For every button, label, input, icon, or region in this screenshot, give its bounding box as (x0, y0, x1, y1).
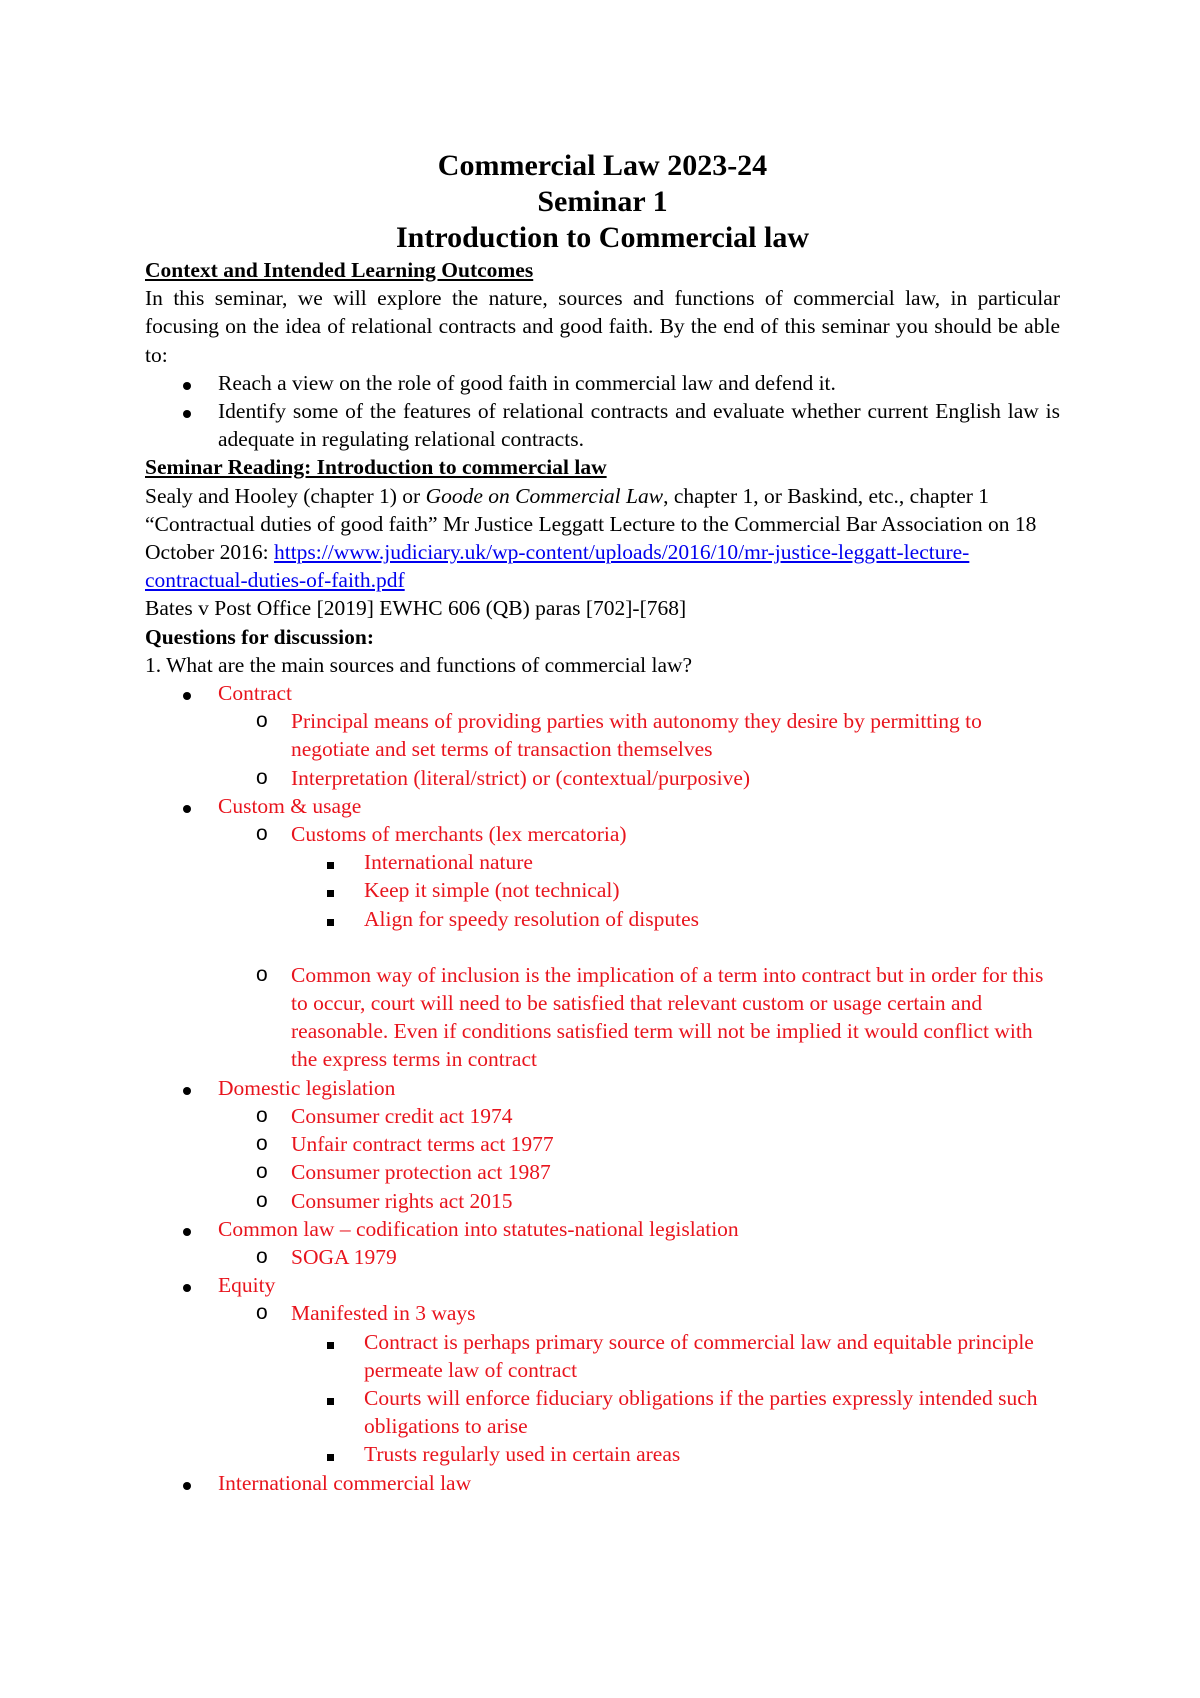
circle-marker: o (256, 962, 268, 986)
note-sub-sub-item: Contract is perhaps primary source of commercial law and equitable principle permeate law of contract (145, 1328, 1060, 1384)
bullet-marker (183, 792, 191, 820)
note-sub-item: o Common way of inclusion is the implication of a term into contract but in order for this to occur, court will need to be satisfied that relevant custom or usage certain and reasonable. Even if conditions satisfied term will not be implied it would conflict with the express terms in contract (256, 962, 1044, 1072)
note-sub-item: o Principal means of providing parties with autonomy they desire by permitting to negotiate and set terms of transaction themselves (256, 709, 982, 762)
note-sub-sub-item: International nature (145, 848, 1060, 876)
reading-ref-2: “Contractual duties of good faith” Mr Justice Leggatt Lecture to the Commercial Bar Association on 18 October 2016: https://www.judiciary.uk/wp-content/uploads/2016/10/mr-justice-leggatt-lecture-contractual-duties-of-faith.pdf (145, 511, 1037, 593)
bullet-marker (183, 397, 191, 425)
questions-heading: Questions for discussion: (145, 624, 374, 649)
circle-marker: o (256, 765, 268, 789)
reading-ref-3: Bates v Post Office [2019] EWHC 606 (QB) paras [702]-[768] (145, 596, 687, 621)
note-sub-item: o Manifested in 3 ways (256, 1301, 476, 1326)
blank-line (145, 933, 1060, 961)
lecture-link[interactable]: https://www.judiciary.uk/wp-content/uploads/2016/10/mr-justice-leggatt-lecture-contractual-duties-of-faith.pdf (145, 540, 970, 593)
note-sub-item: o Interpretation (literal/strict) or (contextual/purposive) (256, 765, 751, 790)
square-marker (327, 905, 334, 933)
outcome-item (145, 369, 1060, 397)
square-marker (327, 1328, 334, 1356)
outcome-text: Identify some of the features of relational contracts and evaluate whether current English law is adequate in regulating relational contracts. (218, 399, 1060, 452)
context-intro: In this seminar, we will explore the nature, sources and functions of commercial law, in particular focusing on the idea of relational contracts and good faith. By the end of this seminar you should be able to: (145, 286, 1060, 367)
circle-marker: o (256, 1160, 268, 1184)
outcome-text: Reach a view on the role of good faith in commercial law and defend it. (218, 370, 836, 395)
note-sub-sub-item: Align for speedy resolution of disputes (145, 905, 1060, 933)
note-sub-sub-item: Courts will enforce fiduciary obligations if the parties expressly intended such obligations to arise (145, 1384, 1060, 1440)
circle-marker: o (256, 709, 268, 733)
square-marker (327, 848, 334, 876)
note-sub-sub-item: Keep it simple (not technical) (145, 876, 1060, 904)
bullet-marker (183, 1074, 191, 1102)
circle-marker: o (256, 1244, 268, 1268)
title-line-3: Introduction to Commercial law (395, 221, 810, 254)
note-sub-sub-item: Trusts regularly used in certain areas (145, 1440, 1060, 1468)
note-common-law: Common law – codification into statutes-national legislation (145, 1215, 1060, 1243)
circle-marker: o (256, 1188, 268, 1212)
bullet-marker (183, 1469, 191, 1497)
bullet-marker (183, 679, 191, 707)
outcome-item (145, 397, 1060, 453)
note-sub-item: o SOGA 1979 (256, 1244, 397, 1269)
document-title (145, 148, 1060, 256)
reading-heading: Seminar Reading: Introduction to commercial law (145, 455, 607, 480)
question-1: 1. What are the main sources and functions of commercial law? (145, 652, 693, 677)
circle-marker: o (256, 1103, 268, 1127)
note-international: International commercial law (145, 1469, 1060, 1497)
reading-ref-1: Sealy and Hooley (chapter 1) or Goode on Commercial Law, chapter 1, or Baskind, etc., chapter 1 (145, 483, 990, 508)
book-title: Goode on Commercial Law (425, 483, 664, 508)
note-custom: Custom & usage (145, 792, 1060, 820)
square-marker (327, 1384, 334, 1412)
note-sub-item: o Consumer rights act 2015 (256, 1188, 513, 1213)
bullet-marker (183, 369, 191, 397)
bullet-marker (183, 1271, 191, 1299)
bullet-marker (183, 1215, 191, 1243)
note-contract: Contract (145, 679, 1060, 707)
note-sub-item: o Consumer credit act 1974 (256, 1103, 513, 1128)
circle-marker: o (256, 822, 268, 846)
note-sub-item: o Customs of merchants (lex mercatoria) (256, 822, 627, 847)
note-equity: Equity (145, 1271, 1060, 1299)
note-sub-item: o Consumer protection act 1987 (256, 1160, 551, 1185)
note-sub-item: o Unfair contract terms act 1977 (256, 1132, 554, 1157)
title-line-1: Commercial Law 2023-24 (437, 149, 768, 182)
title-line-2: Seminar 1 (537, 185, 668, 218)
note-domestic: Domestic legislation (145, 1074, 1060, 1102)
context-heading: Context and Intended Learning Outcomes (145, 258, 534, 282)
circle-marker: o (256, 1132, 268, 1156)
square-marker (327, 1440, 334, 1468)
circle-marker: o (256, 1301, 268, 1325)
document-content (145, 148, 1060, 1497)
square-marker (327, 876, 334, 904)
